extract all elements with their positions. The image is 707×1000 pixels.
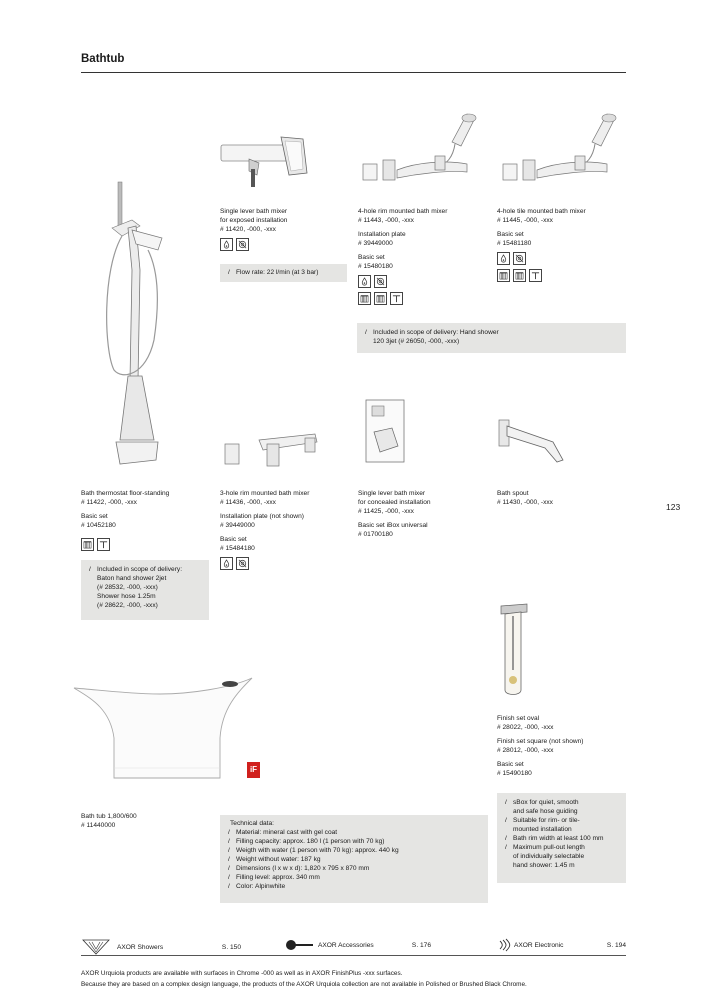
basic-set-code: # 01700180 bbox=[358, 531, 393, 538]
note-text: Flow rate: 22 l/min (at 3 bar) bbox=[236, 269, 319, 276]
water-saving-icon bbox=[220, 557, 233, 570]
product-code: # 11425, -000, -xxx bbox=[358, 508, 414, 515]
slash-bullet-icon: / bbox=[228, 856, 230, 863]
tile-mount-icon bbox=[374, 292, 387, 305]
slash-bullet-icon: / bbox=[505, 817, 507, 824]
slash-bullet-icon: / bbox=[228, 865, 230, 872]
product-code: # 11422, -000, -xxx bbox=[81, 499, 137, 506]
note-11443 bbox=[357, 323, 626, 353]
basic-set-code: # 10452180 bbox=[81, 522, 116, 529]
product-name: Bath spout bbox=[497, 490, 529, 497]
xref-label: AXOR Showers bbox=[117, 943, 164, 951]
anti-limescale-icon bbox=[236, 557, 249, 570]
note-text: Bath rim width at least 100 mm bbox=[513, 835, 604, 842]
tech-line: Filling level: approx. 340 mm bbox=[236, 874, 320, 881]
slash-bullet-icon: / bbox=[228, 829, 230, 836]
slash-bullet-icon: / bbox=[228, 847, 230, 854]
basic-set-code: # 15490180 bbox=[497, 770, 532, 777]
product-name: Single lever bath mixer bbox=[358, 490, 426, 497]
product-code: # 28022, -000, -xxx bbox=[497, 724, 554, 731]
basic-set-label: Basic set bbox=[220, 536, 247, 543]
concealed-bath-mixer-image bbox=[358, 396, 408, 466]
finish-set-oval-image bbox=[497, 600, 537, 700]
rim-mount-icon bbox=[529, 269, 542, 282]
xref-page: S. 194 bbox=[606, 941, 626, 949]
xref-showers-link[interactable] bbox=[81, 938, 241, 956]
slash-bullet-icon: / bbox=[228, 874, 230, 881]
exposed-bath-mixer-image bbox=[219, 133, 319, 188]
note-text: Included in scope of delivery: Hand shower bbox=[373, 329, 499, 336]
basic-set-label: Basic set bbox=[358, 254, 385, 261]
product-code: # 11440000 bbox=[81, 822, 116, 829]
mounting-icons bbox=[81, 538, 169, 551]
note-text: (# 28622, -000, -xxx) bbox=[97, 602, 158, 609]
note-text: 120 3jet (# 26050, -000, -xxx) bbox=[373, 338, 460, 345]
xref-label: AXOR Electronic bbox=[514, 941, 564, 949]
xref-accessories-link[interactable] bbox=[284, 938, 431, 952]
slash-bullet-icon: / bbox=[505, 799, 507, 806]
slash-bullet-icon: / bbox=[228, 838, 230, 845]
tech-line: Weigth with water (1 person with 70 kg): approx. 440 kg bbox=[236, 847, 399, 854]
if-design-award-logo: iF bbox=[247, 762, 260, 778]
tile-mount-icon bbox=[358, 292, 371, 305]
basic-set-label: Basic set bbox=[497, 231, 524, 238]
note-text: Included in scope of delivery: bbox=[97, 566, 183, 573]
plate-label: Installation plate bbox=[358, 231, 406, 238]
xref-electronic-link[interactable] bbox=[497, 938, 626, 952]
tile-mount-icon bbox=[497, 269, 510, 282]
rim-mount-icon bbox=[97, 538, 110, 551]
product-name: 4-hole rim mounted bath mixer bbox=[358, 208, 448, 215]
product-code: # 11445, -000, -xxx bbox=[497, 217, 553, 224]
tech-line: Weight without water: 187 kg bbox=[236, 856, 321, 863]
rim-mounted-4hole-mixer-image bbox=[357, 112, 477, 192]
water-saving-icon bbox=[220, 238, 233, 251]
product-11422 bbox=[81, 489, 169, 551]
tile-mount-icon bbox=[81, 538, 94, 551]
product-11420 bbox=[220, 207, 287, 251]
bathtub-image bbox=[70, 668, 255, 788]
water-saving-icon bbox=[358, 275, 371, 288]
product-name: Bath thermostat floor-standing bbox=[81, 490, 170, 497]
product-name: Finish set oval bbox=[497, 715, 540, 722]
tech-line: Material: mineral cast with gel coat bbox=[236, 829, 338, 836]
note-text: Baton hand shower 2jet bbox=[97, 575, 167, 582]
basic-set-label: Basic set iBox universal bbox=[358, 522, 428, 529]
technical-data-box bbox=[220, 815, 488, 903]
note-text: mounted installation bbox=[513, 826, 572, 833]
product-11436 bbox=[220, 489, 309, 570]
note-text: and safe hose guiding bbox=[513, 808, 578, 815]
slash-bullet-icon: / bbox=[505, 844, 507, 851]
title-divider bbox=[81, 72, 626, 73]
product-code: # 11443, -000, -xxx bbox=[358, 217, 414, 224]
anti-limescale-icon bbox=[374, 275, 387, 288]
product-11430 bbox=[497, 489, 553, 507]
basic-set-code: # 15481180 bbox=[497, 240, 532, 247]
note-text: Maximum pull-out length bbox=[513, 844, 585, 851]
product-11425 bbox=[358, 489, 431, 539]
product-name: 3-hole rim mounted bath mixer bbox=[220, 490, 310, 497]
basic-set-code: # 15484180 bbox=[220, 545, 255, 552]
product-name: Finish set square (not shown) bbox=[497, 738, 584, 745]
product-name: Bath tub 1,800/600 bbox=[81, 813, 137, 820]
feature-icons bbox=[220, 557, 309, 570]
basic-set-label: Basic set bbox=[497, 761, 524, 768]
slash-bullet-icon: / bbox=[228, 883, 230, 890]
slash-bullet-icon: / bbox=[505, 835, 507, 842]
product-code: # 11436, -000, -xxx bbox=[220, 499, 276, 506]
product-name: for exposed installation bbox=[220, 217, 288, 224]
rim-mount-icon bbox=[390, 292, 403, 305]
product-code: # 11430, -000, -xxx bbox=[497, 499, 553, 506]
bath-spout-image bbox=[497, 414, 567, 464]
product-11445 bbox=[497, 207, 586, 282]
slash-bullet-icon: / bbox=[228, 269, 230, 276]
rim-mounted-3hole-mixer-image bbox=[219, 420, 329, 475]
product-name: Single lever bath mixer bbox=[220, 208, 288, 215]
product-code: # 11420, -000, -xxx bbox=[220, 226, 276, 233]
note-text: Suitable for rim- or tile- bbox=[513, 817, 580, 824]
tile-mount-icon bbox=[513, 269, 526, 282]
note-28022 bbox=[497, 793, 626, 883]
tech-line: Color: Alpinwhite bbox=[236, 883, 286, 890]
floor-standing-thermostat-image bbox=[92, 180, 172, 470]
mounting-icons bbox=[497, 269, 586, 282]
xref-page: S. 150 bbox=[221, 943, 241, 951]
slash-bullet-icon: / bbox=[365, 329, 367, 336]
note-text: hand shower: 1.45 m bbox=[513, 862, 575, 869]
product-11443 bbox=[358, 207, 447, 305]
legal-line: Because they are based on a complex design language, the products of the AXOR Urquiola collection are not available in Polished or Brushed Black Chrome. bbox=[81, 981, 527, 988]
product-name: for concealed installation bbox=[358, 499, 431, 506]
product-code: # 28012, -000, -xxx bbox=[497, 747, 554, 754]
plate-code: # 39449000 bbox=[358, 240, 393, 247]
mounting-icons bbox=[358, 292, 447, 305]
tile-mounted-4hole-mixer-image bbox=[497, 112, 617, 192]
footer-divider bbox=[81, 955, 626, 956]
water-saving-icon bbox=[497, 252, 510, 265]
plate-label: Installation plate (not shown) bbox=[220, 513, 304, 520]
note-11420 bbox=[220, 264, 347, 282]
anti-limescale-icon bbox=[236, 238, 249, 251]
feature-icons bbox=[220, 238, 287, 251]
technical-data-heading: Technical data: bbox=[230, 820, 274, 827]
page-title: Bathtub bbox=[81, 53, 125, 65]
note-text: of individually selectable bbox=[513, 853, 585, 860]
tech-line: Filling capacity: approx. 180 l (1 person with 70 kg) bbox=[236, 838, 385, 845]
xref-label: AXOR Accessories bbox=[318, 941, 374, 949]
legal-line: AXOR Urquiola products are available with surfaces in Chrome -000 as well as in AXOR FinishPlus -xxx surfaces. bbox=[81, 970, 403, 977]
shower-head-icon bbox=[81, 938, 111, 956]
note-11422 bbox=[81, 560, 209, 620]
note-text: sBox for quiet, smooth bbox=[513, 799, 579, 806]
note-text: (# 28532, -000, -xxx) bbox=[97, 584, 158, 591]
slash-bullet-icon: / bbox=[89, 566, 91, 573]
anti-limescale-icon bbox=[513, 252, 526, 265]
product-11440 bbox=[81, 812, 137, 830]
product-28022 bbox=[497, 714, 584, 778]
feature-icons bbox=[358, 275, 447, 288]
xref-page: S. 176 bbox=[411, 941, 431, 949]
basic-set-code: # 15480180 bbox=[358, 263, 393, 270]
plate-code: # 39449000 bbox=[220, 522, 255, 529]
accessory-hook-icon bbox=[284, 938, 314, 952]
page-number: 123 bbox=[666, 502, 681, 512]
feature-icons bbox=[497, 252, 586, 265]
note-text: Shower hose 1.25m bbox=[97, 593, 156, 600]
basic-set-label: Basic set bbox=[81, 513, 108, 520]
sensor-waves-icon bbox=[497, 938, 511, 952]
legal-notice bbox=[81, 968, 527, 990]
tech-line: Dimensions (l x w x d): 1,820 x 795 x 870 mm bbox=[236, 865, 370, 872]
product-name: 4-hole tile mounted bath mixer bbox=[497, 208, 586, 215]
